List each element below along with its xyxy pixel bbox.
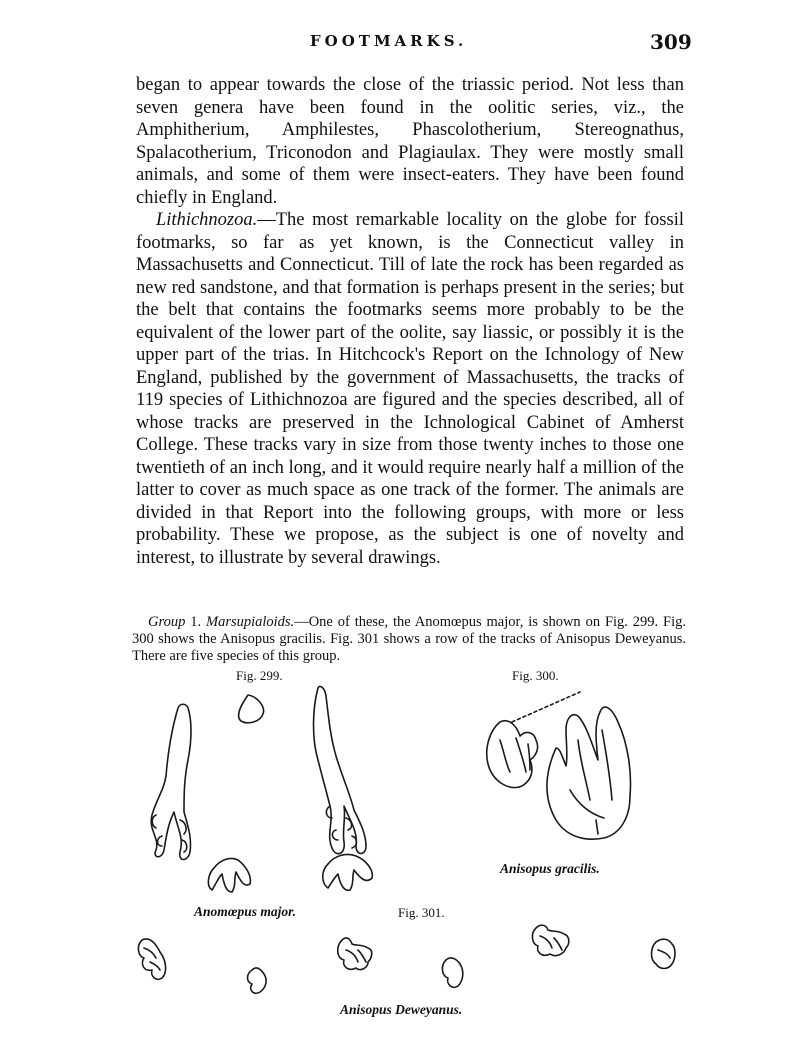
group-caption-text: —One of these, the Anomœpus major, is shown on Fig. 299. Fig. 300 shows the Anisopus gracilis. Fig. 301 shows a row of the tracks of Anisopus Deweyanus. There are five species of this group. (132, 614, 687, 664)
fig-299-caption: Anomœpus major. (194, 904, 297, 919)
fig-299-left-small-print (208, 858, 250, 892)
fig-300-caption: Anisopus gracilis. (500, 861, 600, 876)
fig-299-right-small-print (323, 854, 373, 890)
fig-300-large-foot-inner (570, 730, 612, 834)
fig-299-left-track-leg (151, 704, 191, 859)
fig-301-drawing (138, 925, 675, 993)
fig-299-right-track-leg (314, 686, 367, 853)
paragraph-1: began to appear towards the close of the triassic period. Not less than seven genera have been found in the oolitic series, viz., the Amphitherium, Amphilestes, Phascolotherium, Stereognathus, Spalacotherium, Triconodon and Plagiaulax. They were mostly small animals, and some of them were insect-eaters. They have been found chiefly in England. (136, 75, 684, 208)
paragraph-2-text: —The most remarkable locality on the globe for fossil footmarks, so far as yet known, is the Connecticut valley in Massachusetts and Connecticut. Till of late the rock has been regarded as new red sandstone, and that formation is perhaps present in the series; but the belt that contains the footmarks seems more probably to be the equivalent of the lower part of the oolite, say liassic, or possibly it is the upper part of the trias. In Hitchcock's Report on the Ichnology of New England, published by the government of Massachusetts, the tracks of 119 species of Lithichnozoa are figured and the species described, all of whose tracks are preserved in the Ichnological Cabinet of Amherst College. These tracks vary in size from those twenty inches to those one twentieth of an inch long, and it would require nearly half a million of the latter to cover as much space as one track of the former. The animals are divided in that Report into the following groups, with more or less probability. These we propose, as the subject is one of novelty and interest, to illustrate by several drawings. (136, 210, 684, 568)
fig-300-small-foot-toes (500, 738, 530, 772)
fig-301-track-6-toes (658, 950, 670, 958)
page-number: 309 (650, 30, 692, 54)
fig-300-label: Fig. 300. (512, 668, 559, 683)
group-number: 1. (190, 614, 202, 630)
fig-301-track-3 (338, 938, 372, 970)
fig-299-drawing (151, 686, 372, 892)
fig-301-track-5-toes (540, 936, 562, 950)
fig-299-label: Fig. 299. (236, 668, 283, 683)
fig-301-caption: Anisopus Deweyanus. (340, 1002, 463, 1017)
fig-301-track-6 (652, 939, 676, 968)
fig-301-track-3-toes (346, 950, 366, 962)
fig-299-heel-print (239, 695, 264, 723)
group-label: Group (148, 614, 186, 630)
fig-301-label: Fig. 301. (398, 905, 445, 920)
fig-300-drawing (487, 692, 631, 839)
fig-301-track-1-toes (144, 948, 160, 970)
fig-301-track-1 (138, 939, 165, 979)
fig-301-track-5 (532, 925, 568, 955)
group-name: Marsupialoids. (205, 614, 295, 630)
running-title: FOOTMARKS. (310, 32, 468, 50)
fig-301-track-4 (442, 958, 462, 987)
lithichnozoa-term: Lithichnozoa. (156, 210, 258, 230)
fig-300-large-foot-outer (547, 707, 631, 839)
fig-301-track-2 (248, 968, 267, 993)
